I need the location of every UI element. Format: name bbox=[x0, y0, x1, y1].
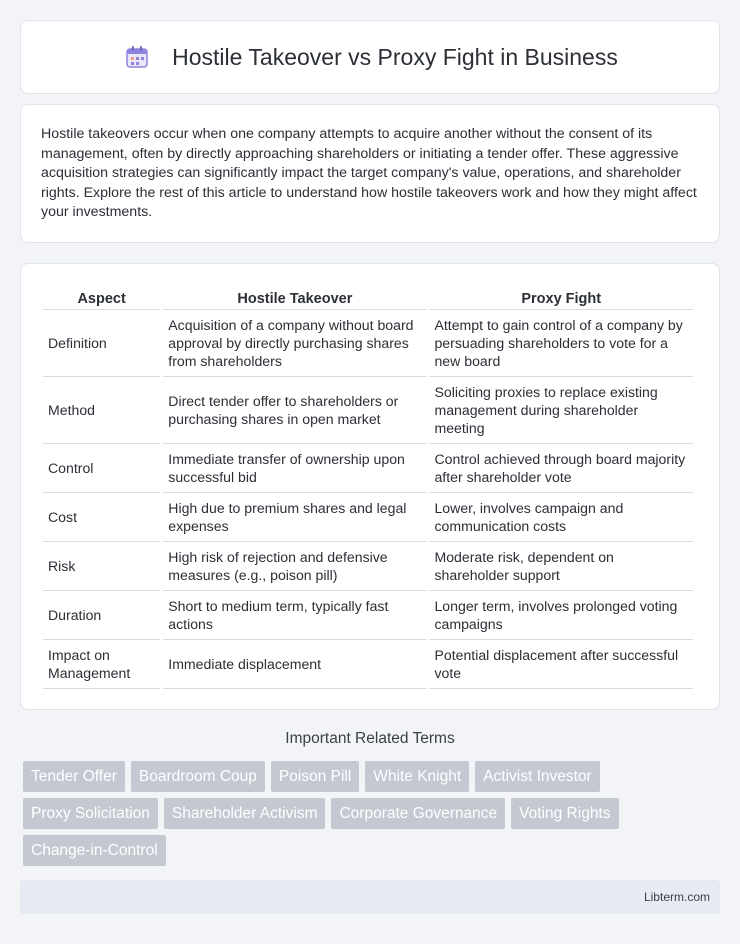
related-term-tag[interactable]: Tender Offer bbox=[23, 761, 125, 792]
aspect-cell: Definition bbox=[43, 310, 160, 377]
aspect-cell: Cost bbox=[43, 493, 160, 542]
table-header-row bbox=[43, 284, 693, 310]
table-row bbox=[43, 310, 693, 377]
calendar-icon bbox=[122, 42, 152, 72]
related-terms-list bbox=[23, 761, 723, 872]
intro-paragraph: Hostile takeovers occur when one company attempts to acquire another without the consent of its management, often by directly approaching shareholders or initiating a tender offer. These aggressive acquisition strategies can significantly impact the target company's value, operations, and shareholder rights. Explore the rest of this article to understand how hostile takeovers work and how they might affect your investments. bbox=[41, 126, 697, 220]
table-row bbox=[43, 377, 693, 444]
related-term-tag[interactable]: White Knight bbox=[365, 761, 469, 792]
proxy-fight-cell: Lower, involves campaign and communication costs bbox=[429, 493, 693, 542]
aspect-cell: Impact on Management bbox=[43, 640, 160, 689]
proxy-fight-cell: Control achieved through board majority after shareholder vote bbox=[429, 444, 693, 493]
hostile-takeover-cell: Acquisition of a company without board approval by directly purchasing shares from shareholders bbox=[163, 310, 426, 377]
hostile-takeover-cell: Direct tender offer to shareholders or purchasing shares in open market bbox=[163, 377, 426, 444]
proxy-fight-cell: Soliciting proxies to replace existing management during shareholder meeting bbox=[429, 377, 693, 444]
related-term-tag[interactable]: Corporate Governance bbox=[331, 798, 505, 829]
header-aspect: Aspect bbox=[43, 284, 160, 310]
related-term-tag[interactable]: Boardroom Coup bbox=[131, 761, 265, 792]
table-row bbox=[43, 542, 693, 591]
hostile-takeover-cell: Immediate transfer of ownership upon successful bid bbox=[163, 444, 426, 493]
hostile-takeover-cell: High risk of rejection and defensive measures (e.g., poison pill) bbox=[163, 542, 426, 591]
table-row bbox=[43, 591, 693, 640]
hostile-takeover-cell: High due to premium shares and legal expenses bbox=[163, 493, 426, 542]
proxy-fight-cell: Longer term, involves prolonged voting campaigns bbox=[429, 591, 693, 640]
aspect-cell: Risk bbox=[43, 542, 160, 591]
aspect-cell: Method bbox=[43, 377, 160, 444]
proxy-fight-cell: Attempt to gain control of a company by persuading shareholders to vote for a new board bbox=[429, 310, 693, 377]
footer-site-link[interactable]: Libterm.com bbox=[643, 890, 710, 904]
intro-card bbox=[20, 104, 720, 243]
aspect-cell: Duration bbox=[43, 591, 160, 640]
comparison-card bbox=[20, 263, 720, 710]
hostile-takeover-cell: Short to medium term, typically fast actions bbox=[163, 591, 426, 640]
footer bbox=[20, 880, 720, 914]
related-terms-title: Important Related Terms bbox=[285, 730, 455, 747]
title-card bbox=[20, 20, 720, 94]
proxy-fight-cell: Potential displacement after successful vote bbox=[429, 640, 693, 689]
hostile-takeover-cell: Immediate displacement bbox=[163, 640, 426, 689]
related-term-tag[interactable]: Shareholder Activism bbox=[164, 798, 326, 829]
related-term-tag[interactable]: Voting Rights bbox=[511, 798, 618, 829]
comparison-table bbox=[40, 284, 696, 689]
related-term-tag[interactable]: Poison Pill bbox=[271, 761, 359, 792]
aspect-cell: Control bbox=[43, 444, 160, 493]
related-term-tag[interactable]: Change-in-Control bbox=[23, 835, 166, 866]
proxy-fight-cell: Moderate risk, dependent on shareholder support bbox=[429, 542, 693, 591]
table-row bbox=[43, 493, 693, 542]
related-term-tag[interactable]: Proxy Solicitation bbox=[23, 798, 158, 829]
table-row bbox=[43, 640, 693, 689]
related-term-tag[interactable]: Activist Investor bbox=[475, 761, 600, 792]
table-row bbox=[43, 444, 693, 493]
page-title: Hostile Takeover vs Proxy Fight in Business bbox=[172, 43, 618, 70]
header-hostile-takeover: Hostile Takeover bbox=[163, 284, 426, 310]
header-proxy-fight: Proxy Fight bbox=[429, 284, 693, 310]
